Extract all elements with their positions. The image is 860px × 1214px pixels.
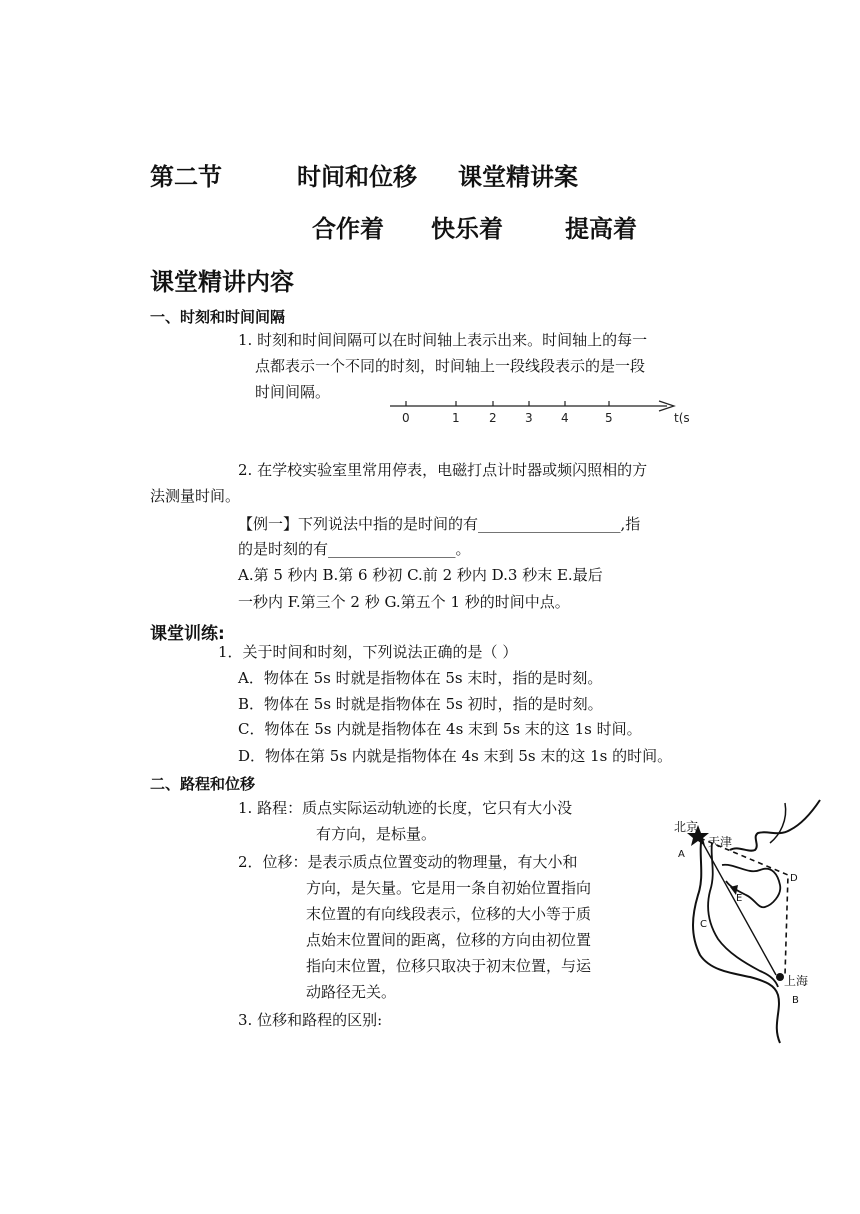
timeline-label-1: 1 bbox=[452, 411, 460, 425]
coastline-bay bbox=[722, 865, 780, 907]
timeline-diagram bbox=[385, 395, 705, 430]
part2-item2-line2: 方向，是矢量。它是用一条自初始位置指向 bbox=[306, 879, 592, 897]
part1-item1-line2: 点都表示一个不同的时刻，时间轴上一段线段表示的是一段 bbox=[255, 357, 646, 375]
part2-item2-line4: 点始末位置间的距离，位移的方向由初位置 bbox=[306, 931, 592, 949]
title-topic: 时间和位移 bbox=[297, 163, 417, 191]
timeline-label-2: 2 bbox=[489, 411, 497, 425]
coastline-north bbox=[730, 800, 820, 851]
route-path-d bbox=[700, 838, 788, 975]
part2-item3: 3. 位移和路程的区别: bbox=[238, 1011, 383, 1029]
training-option-d: D．物体在第 5s 内就是指物体在 4s 末到 5s 末的这 1s 的时间。 bbox=[238, 747, 673, 765]
timeline-label-4: 4 bbox=[561, 411, 569, 425]
content-heading: 课堂精讲内容 bbox=[150, 268, 294, 296]
training-option-c: C．物体在 5s 内就是指物体在 4s 末到 5s 末的这 1s 时间。 bbox=[238, 720, 642, 738]
shanghai-dot bbox=[776, 973, 784, 981]
part1-item2-line1: 2. 在学校实验室里常用停表，电磁打点计时器或频闪照相的方 bbox=[238, 461, 648, 479]
part2-item2-line5: 指向末位置，位移只取决于初末位置，与运 bbox=[306, 957, 592, 975]
timeline-label-0: 0 bbox=[402, 411, 410, 425]
example-options2: 一秒内 F.第三个 2 秒 G.第五个 1 秒的时间中点。 bbox=[238, 593, 570, 611]
part1-item1-line1: 1. 时刻和时间间隔可以在时间轴上表示出来。时间轴上的每一 bbox=[238, 331, 648, 349]
part2-item2-line1: 2．位移：是表示质点位置变动的物理量，有大小和 bbox=[238, 853, 578, 871]
part2-item1-line1: 1. 路程：质点实际运动轨迹的长度，它只有大小没 bbox=[238, 799, 573, 817]
training-option-a: A．物体在 5s 时就是指物体在 5s 末时，指的是时刻。 bbox=[238, 669, 603, 687]
route-map-figure bbox=[660, 795, 830, 1050]
map-label-a: A bbox=[678, 849, 685, 860]
map-label-b: B bbox=[792, 995, 799, 1006]
map-label-d: D bbox=[790, 873, 798, 884]
timeline-axis-label: t(s bbox=[674, 411, 690, 425]
part2-item1-line2: 有方向，是标量。 bbox=[316, 825, 437, 843]
map-label-c: C bbox=[700, 919, 707, 930]
training-option-b: B．物体在 5s 时就是指物体在 5s 初时，指的是时刻。 bbox=[238, 695, 603, 713]
training-question: 1．关于时间和时刻，下列说法正确的是（ ） bbox=[218, 643, 518, 661]
motto-3: 提高着 bbox=[565, 215, 637, 243]
title-type: 课堂精讲案 bbox=[458, 163, 578, 191]
title-section: 第二节 bbox=[150, 163, 222, 191]
part2-heading: 二、路程和位移 bbox=[150, 775, 256, 793]
river-line bbox=[770, 803, 786, 843]
motto-2: 快乐着 bbox=[431, 215, 503, 243]
part1-heading: 一、时刻和时间间隔 bbox=[150, 308, 286, 326]
map-label-shanghai: 上海 bbox=[784, 974, 809, 988]
map-label-tianjin: 天津 bbox=[708, 835, 733, 849]
example-line2: 的是时刻的有_________________。 bbox=[238, 540, 471, 558]
map-label-beijing: 北京 bbox=[674, 820, 699, 834]
example-options1: A.第 5 秒内 B.第 6 秒初 C.前 2 秒内 D.3 秒末 E.最后 bbox=[238, 566, 603, 584]
part2-item2-line3: 末位置的有向线段表示，位移的大小等于质 bbox=[306, 905, 592, 923]
training-heading: 课堂训练: bbox=[150, 624, 225, 644]
timeline-label-3: 3 bbox=[525, 411, 533, 425]
part1-item1-line3: 时间间隔。 bbox=[255, 383, 331, 401]
part2-item2-line6: 动路径无关。 bbox=[306, 983, 397, 1001]
motto-1: 合作着 bbox=[312, 215, 384, 243]
timeline-label-5: 5 bbox=[605, 411, 613, 425]
map-label-e: E bbox=[736, 893, 743, 904]
part1-item2-line2: 法测量时间。 bbox=[150, 487, 241, 505]
example-line1: 【例一】下列说法中指的是时间的有___________________,指 bbox=[238, 515, 641, 533]
